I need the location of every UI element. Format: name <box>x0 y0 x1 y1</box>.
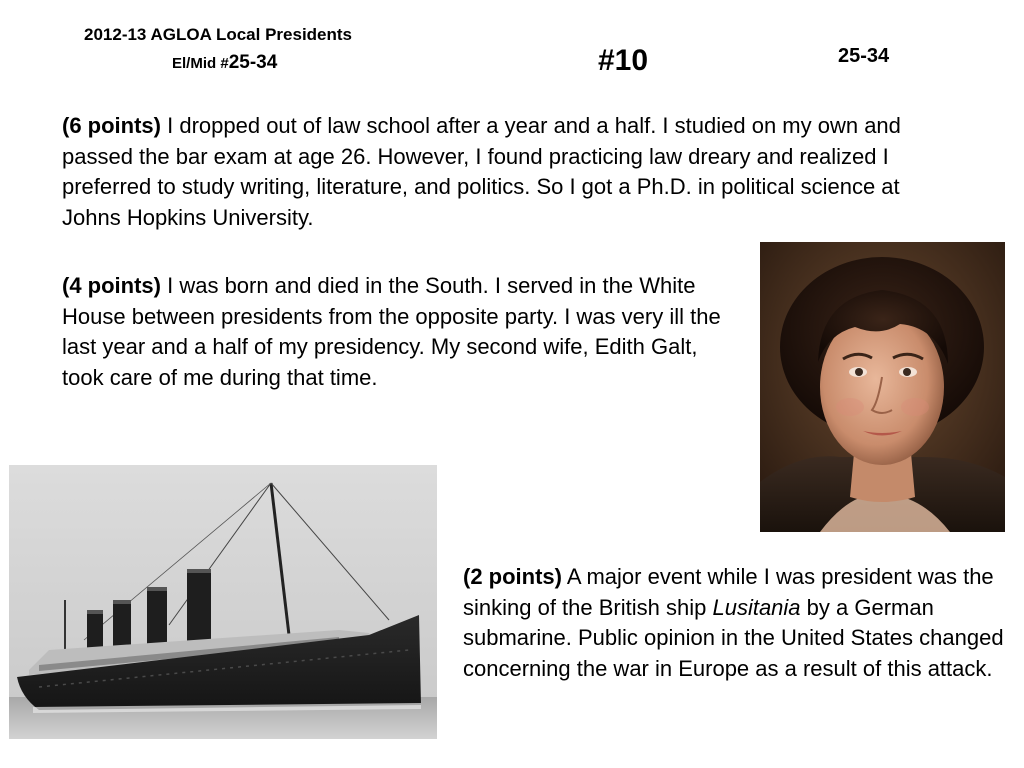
header-subtitle-range: 25-34 <box>228 52 278 73</box>
ship-photo <box>9 465 437 739</box>
clue-2-points-text-before: A major event while I was president was the sinking of the British ship <box>463 564 994 620</box>
clue-4-points-text: I was born and died in the South. I served in the White House between presidents from the opposite party. I was very ill the last year and a half of my presidency. My second wife, Edith Galt, took care of me during that time. <box>62 273 721 390</box>
ocean-liner-icon <box>9 465 437 739</box>
clue-6-points-label: (6 points) <box>62 113 161 138</box>
ship-name: Lusitania <box>712 594 801 620</box>
header-title: 2012-13 AGLOA Local Presidents <box>84 25 353 44</box>
header-subtitle <box>172 52 277 74</box>
clue-2-points-label: (2 points) <box>463 564 562 589</box>
clue-4-points <box>62 271 722 393</box>
clue-2-points <box>463 562 1008 684</box>
clue-6-points <box>62 111 962 233</box>
clue-2-points-text-after: by a German submarine. Public opinion in the United States changed concerning the war in Europe as a result of this attack. <box>463 594 1004 681</box>
corner-range: 25-34 <box>838 45 890 67</box>
portrait-icon <box>760 242 1005 532</box>
clue-4-points-label: (4 points) <box>62 273 161 298</box>
slide-number: #10 <box>598 44 649 77</box>
portrait-image <box>760 242 1005 532</box>
header-subtitle-prefix: El/Mid # <box>172 55 229 72</box>
clue-6-points-text: I dropped out of law school after a year and a half. I studied on my own and passed the bar exam at age 26. However, I found practicing law dreary and realized I preferred to study writing, literature, and politics. So I got a Ph.D. in political science at Johns Hopkins University. <box>62 113 901 230</box>
